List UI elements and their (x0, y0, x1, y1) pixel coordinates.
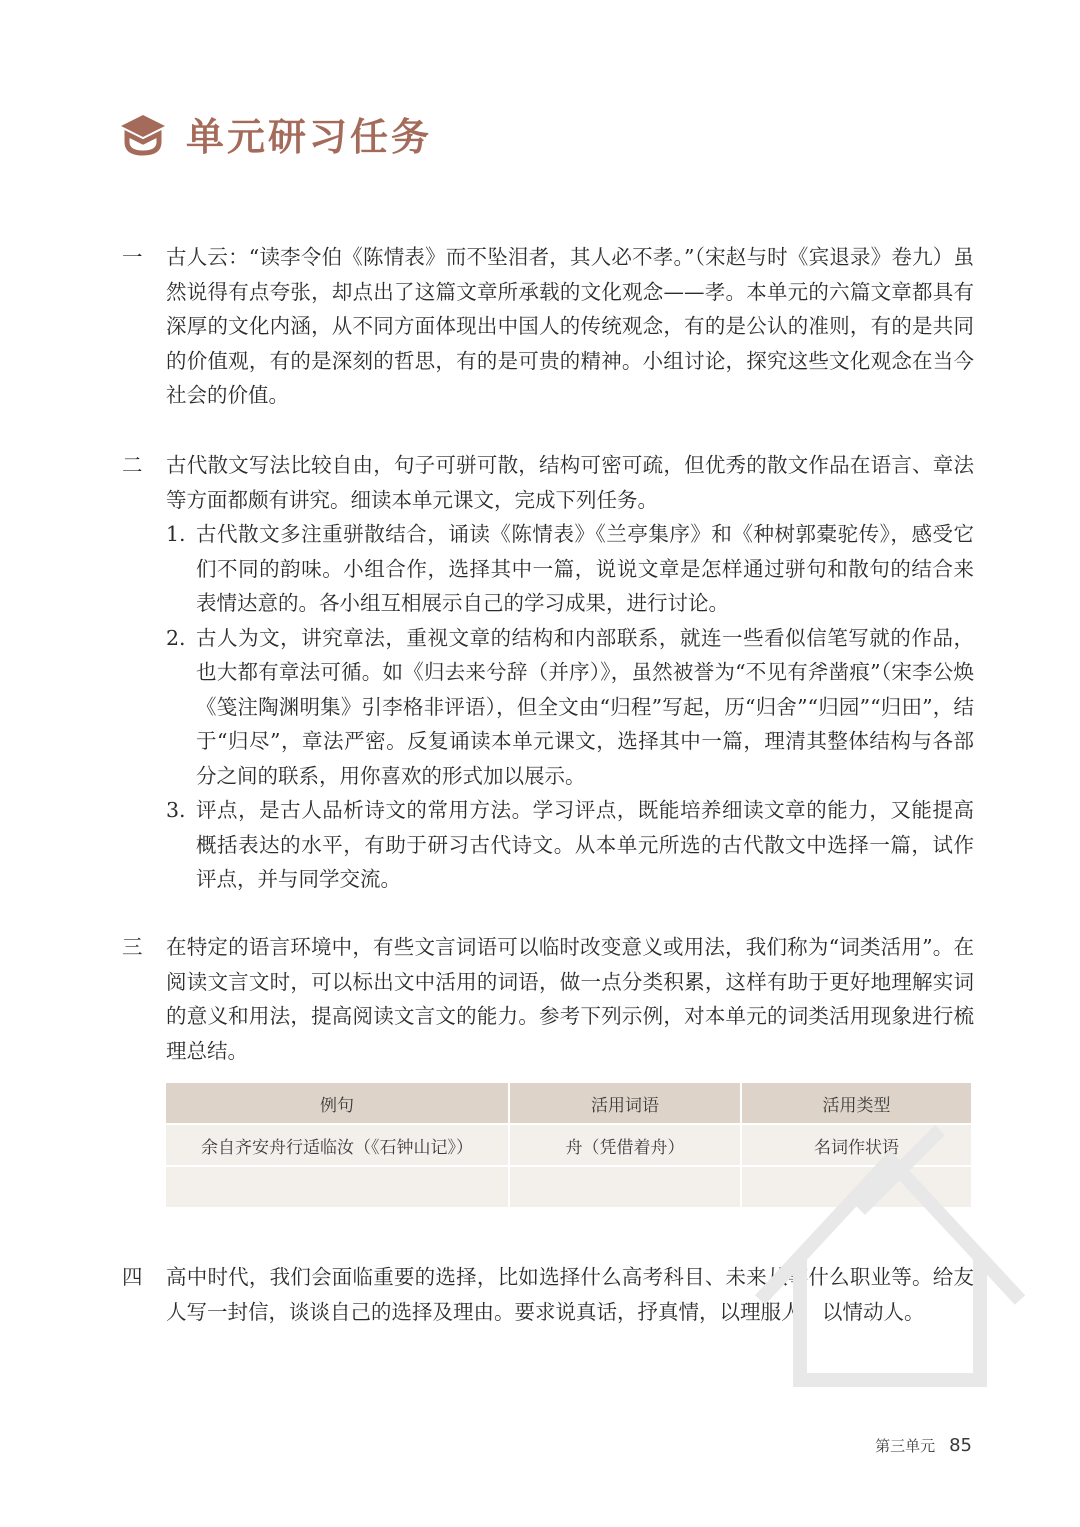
task-3 (122, 930, 974, 1068)
watermark-graphic (740, 1060, 1040, 1390)
table-cell: 名词作状语 (741, 1124, 971, 1166)
task-text: 在特定的语言环境中，有些文言词语可以临时改变意义或用法，我们称为“词类活用”。在阅读文言文时，可以标出文中活用的词语，做一点分类积累，这样有助于更好地理解实词的意义和用法，提高阅读文言文的能力。参考下列示例，对本单元的词类活用现象进行梳理总结。 (166, 935, 974, 1063)
subtask-text: 古人为文，讲究章法，重视文章的结构和内部联系，就连一些看似信笔写就的作品，也大都有章法可循。如《归去来兮辞（并序）》，虽然被誉为“不见有斧凿痕”（宋李公焕《笺注陶渊明集》引李格非评语），但全文由“归程”写起，历“归舍”“归园”“归田”，结于“归尽”，章法严密。反复诵读本单元课文，选择其中一篇，理清其整体结构与各部分之间的联系，用你喜欢的形式加以展示。 (196, 625, 974, 788)
subtask-number: 3. (166, 798, 186, 822)
subtask-number: 1. (166, 522, 186, 546)
table-cell (166, 1166, 509, 1208)
task-number: 四 (122, 1265, 143, 1289)
subtask-number: 2. (166, 625, 186, 650)
table-cell: 舟（凭借着舟） (509, 1124, 741, 1166)
subtask-3 (166, 793, 974, 897)
subtask-1 (166, 517, 974, 621)
section-header (118, 106, 432, 161)
task-2 (122, 448, 974, 897)
page-footer (875, 1435, 972, 1456)
section-title: 单元研习任务 (186, 115, 433, 159)
table-cell: 余自齐安舟行适临汝（《石钟山记》） (166, 1124, 509, 1166)
unit-label: 第三单元 (875, 1437, 936, 1455)
task-text: 古代散文写法比较自由，句子可骈可散，结构可密可疏，但优秀的散文作品在语言、章法等方面都颇有讲究。细读本单元课文，完成下列任务。 (166, 453, 974, 512)
task-1 (122, 240, 974, 413)
page-number: 85 (949, 1435, 972, 1456)
task-number: 一 (122, 245, 143, 269)
task-number: 三 (122, 935, 143, 959)
table-header-cell: 活用词语 (509, 1083, 741, 1124)
table-cell (509, 1166, 741, 1208)
task-number: 二 (122, 453, 143, 477)
task-text: 古人云：“读李令伯《陈情表》而不坠泪者，其人必不孝。”（宋赵与时《宾退录》卷九）虽然说得有点夸张，却点出了这篇文章所承载的文化观念——孝。本单元的六篇文章都具有深厚的文化内涵，从不同方面体现出中国人的传统观念，有的是公认的准则，有的是共同的价值观，有的是深刻的哲思，有的是可贵的精神。小组讨论，探究这些文化观念在当今社会的价值。 (166, 245, 974, 407)
task-text: 高中时代，我们会面临重要的选择，比如选择什么高考科目、未来从事什么职业等。给友人写一封信，谈谈自己的选择及理由。要求说真话，抒真情，以理服人，以情动人。 (166, 1265, 974, 1324)
table-header-cell: 活用类型 (741, 1083, 971, 1124)
subtask-text: 古代散文多注重骈散结合，诵读《陈情表》《兰亭集序》和《种树郭橐驼传》，感受它们不同的韵味。小组合作，选择其中一篇，说说文章是怎样通过骈句和散句的结合来表情达意的。各小组互相展示自己的学习成果，进行讨论。 (196, 522, 974, 615)
subtask-text: 评点，是古人品析诗文的常用方法。学习评点，既能培养细读文章的能力，又能提高概括表达的水平，有助于研习古代诗文。从本单元所选的古代散文中选择一篇，试作评点，并与同学交流。 (196, 798, 974, 891)
subtask-2 (166, 621, 974, 794)
table-header-cell: 例句 (166, 1083, 509, 1124)
graduation-cap-icon (118, 112, 168, 156)
